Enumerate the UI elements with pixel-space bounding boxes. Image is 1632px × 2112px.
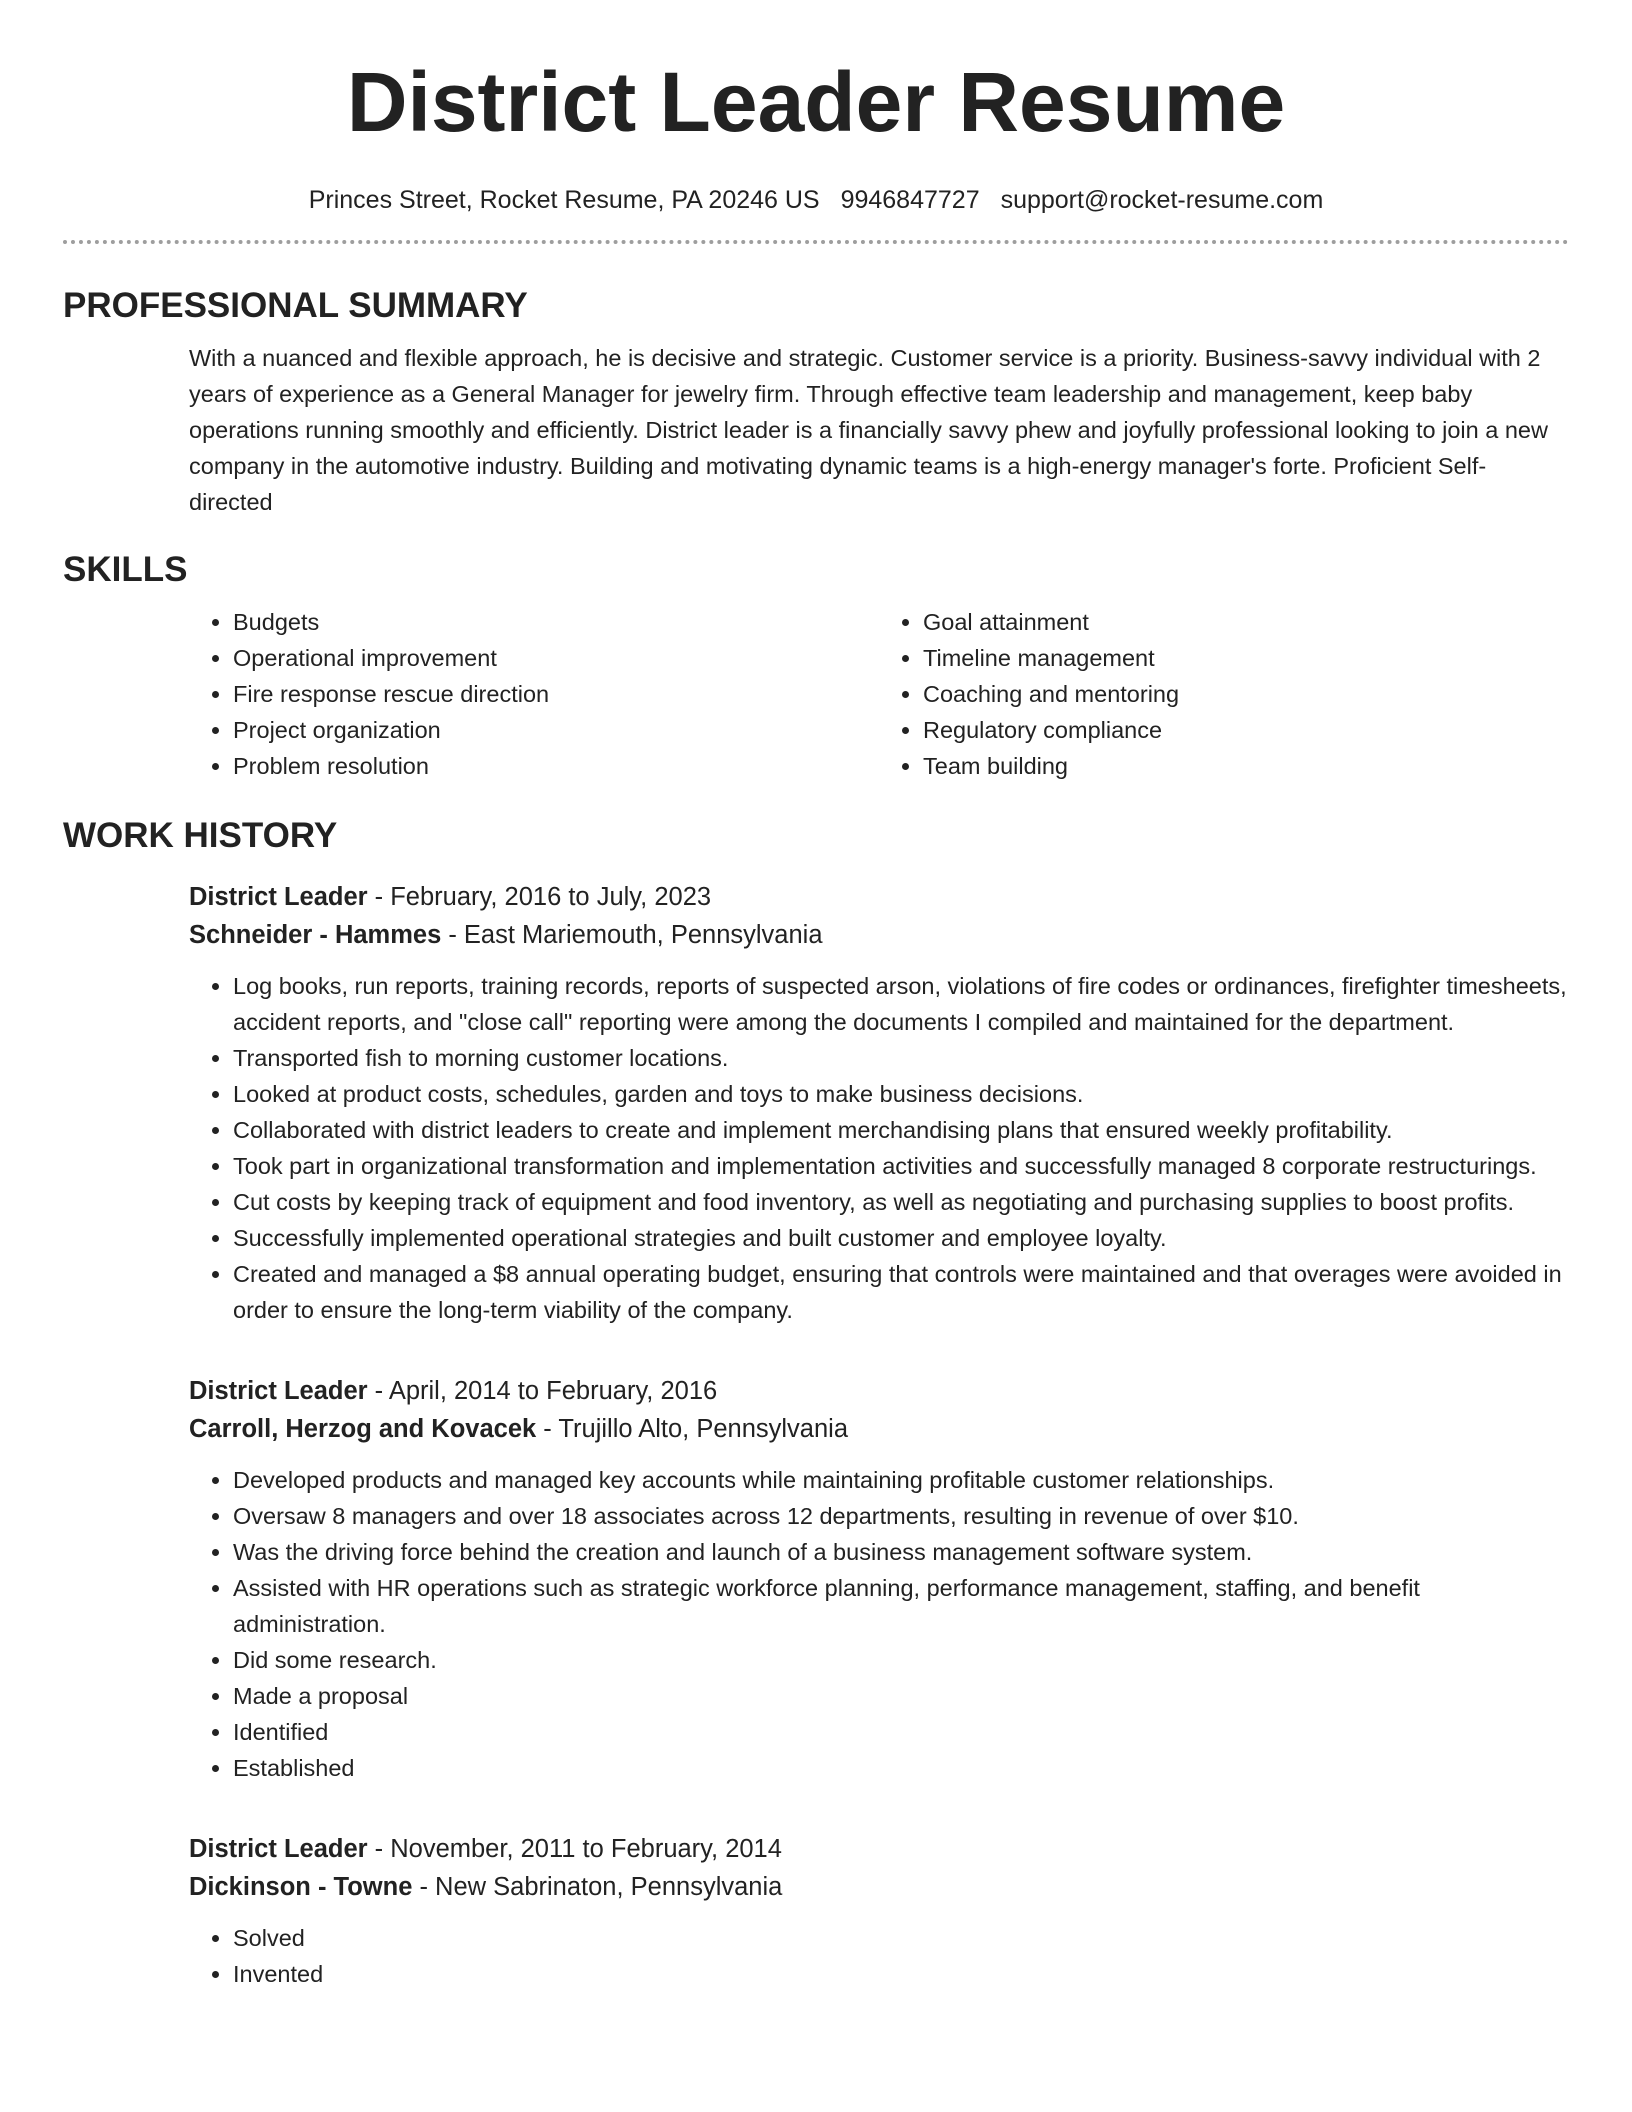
job-bullets: [63, 968, 1569, 1328]
job-entry: [189, 1372, 1569, 1786]
job-dates: - February, 2016 to July, 2023: [367, 883, 712, 911]
skill-item: • Coaching and mentoring: [923, 676, 1569, 712]
skill-item: • Fire response rescue direction: [233, 676, 879, 712]
skill-item: • Goal attainment: [923, 604, 1569, 640]
skill-item: • Problem resolution: [233, 748, 879, 784]
contact-phone: 9946847727: [840, 186, 980, 214]
skill-item: • Regulatory compliance: [923, 712, 1569, 748]
job-location: - East Mariemouth, Pennsylvania: [441, 921, 823, 949]
skill-item: • Team building: [923, 748, 1569, 784]
job-bullet: • Established: [233, 1750, 1569, 1786]
job-title: District Leader: [189, 883, 368, 911]
job-bullet: • Invented: [233, 1956, 1569, 1992]
contact-address: Princes Street, Rocket Resume, PA 20246 US: [308, 186, 820, 214]
job-title-line: [189, 878, 1569, 916]
job-bullet: • Assisted with HR operations such as strategic workforce planning, performance management, staffing, and benefit administration.: [233, 1570, 1569, 1642]
job-title: District Leader: [189, 1835, 368, 1863]
skill-item: • Project organization: [233, 712, 879, 748]
skills-list-left: [189, 604, 879, 784]
job-bullet: • Looked at product costs, schedules, garden and toys to make business decisions.: [233, 1076, 1569, 1112]
job-company: Carroll, Herzog and Kovacek: [189, 1415, 537, 1443]
job-bullet: • Collaborated with district leaders to create and implement merchandising plans that ensured weekly profitability.: [233, 1112, 1569, 1148]
job-title-line: [189, 1830, 1569, 1868]
job-bullet: • Transported fish to morning customer locations.: [233, 1040, 1569, 1076]
contact-line: [63, 182, 1569, 218]
job-company-line: [189, 1868, 1569, 1906]
skill-item: • Operational improvement: [233, 640, 879, 676]
skills-list-right: [879, 604, 1569, 784]
job-bullet: • Was the driving force behind the creation and launch of a business management software system.: [233, 1534, 1569, 1570]
skill-item: • Budgets: [233, 604, 879, 640]
job-bullet: • Identified: [233, 1714, 1569, 1750]
job-bullet: • Cut costs by keeping track of equipment and food inventory, as well as negotiating and purchasing supplies to boost profits.: [233, 1184, 1569, 1220]
skills-heading: SKILLS: [63, 550, 188, 589]
job-title: District Leader: [189, 1377, 368, 1405]
summary-text: With a nuanced and flexible approach, he is decisive and strategic. Customer service is a priority. Business-savvy individual with 2 years of experience as a General Manager for jewelry firm. Through effective team leadership and management, keep baby operations running smoothly and efficiently. District leader is a financially savvy phew and joyfully professional looking to join a new company in the automotive industry. Building and motivating dynamic teams is a high-energy manager's forte. Proficient Self-directed: [189, 345, 1548, 515]
job-company: Schneider - Hammes: [189, 921, 442, 949]
job-bullet: • Oversaw 8 managers and over 18 associates across 12 departments, resulting in revenue of over $10.: [233, 1498, 1569, 1534]
job-bullet: • Created and managed a $8 annual operating budget, ensuring that controls were maintained and that overages were avoided in order to ensure the long-term viability of the company.: [233, 1256, 1569, 1328]
summary-section: [189, 340, 1569, 520]
resume-title: District Leader Resume: [346, 55, 1286, 149]
job-bullet: • Did some research.: [233, 1642, 1569, 1678]
job-bullets: [63, 1920, 1569, 1992]
job-bullet: • Developed products and managed key accounts while maintaining profitable customer relationships.: [233, 1462, 1569, 1498]
job-location: - New Sabrinaton, Pennsylvania: [412, 1873, 783, 1901]
job-company-line: [189, 1410, 1569, 1448]
job-company: Dickinson - Towne: [189, 1873, 413, 1901]
work-heading: WORK HISTORY: [63, 816, 338, 855]
job-entry: [189, 878, 1569, 1328]
skills-section: [189, 604, 1569, 784]
job-dates: - November, 2011 to February, 2014: [367, 1835, 782, 1863]
job-bullet: • Log books, run reports, training records, reports of suspected arson, violations of fire codes or ordinances, firefighter timesheets, accident reports, and "close call" reporting were among the documents I compiled and maintained for the department.: [233, 968, 1569, 1040]
skill-item: • Timeline management: [923, 640, 1569, 676]
job-entry: [189, 1830, 1569, 1992]
header-divider: [63, 240, 1569, 244]
job-title-line: [189, 1372, 1569, 1410]
job-location: - Trujillo Alto, Pennsylvania: [536, 1415, 849, 1443]
contact-email: support@rocket-resume.com: [1000, 186, 1324, 214]
job-bullet: • Took part in organizational transformation and implementation activities and successfully managed 8 corporate restructurings.: [233, 1148, 1569, 1184]
job-bullet: • Solved: [233, 1920, 1569, 1956]
job-bullet: • Made a proposal: [233, 1678, 1569, 1714]
job-dates: - April, 2014 to February, 2016: [367, 1377, 718, 1405]
job-bullet: • Successfully implemented operational strategies and built customer and employee loyalty.: [233, 1220, 1569, 1256]
job-bullets: [63, 1462, 1569, 1786]
summary-heading: PROFESSIONAL SUMMARY: [63, 286, 528, 325]
job-company-line: [189, 916, 1569, 954]
work-section: [189, 878, 1569, 1992]
